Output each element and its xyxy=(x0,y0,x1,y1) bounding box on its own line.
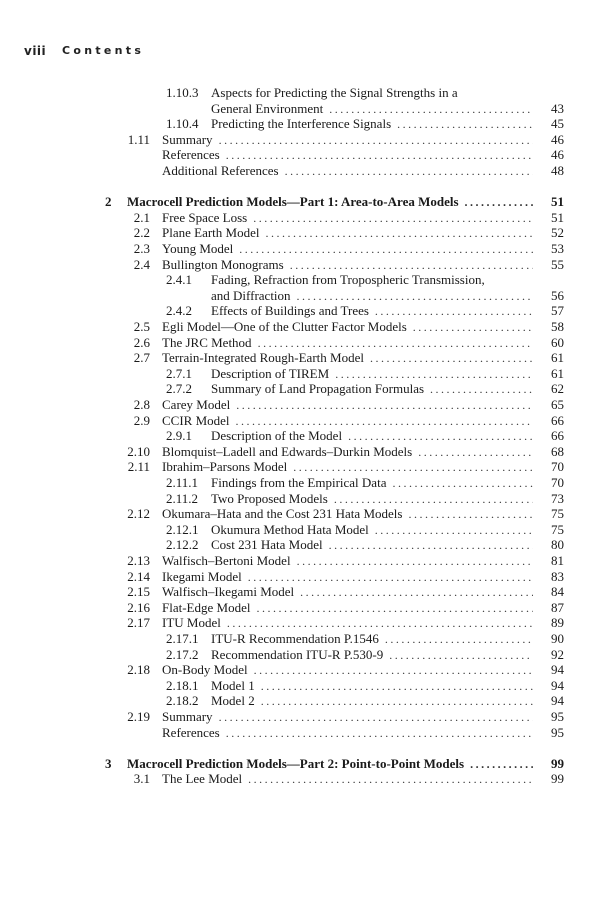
toc-entry-number: 2.4.2 xyxy=(166,303,192,319)
dot-leader xyxy=(256,601,533,617)
toc-entry xyxy=(0,709,613,725)
toc-entry-number: 2.5 xyxy=(133,319,150,334)
toc-entry xyxy=(0,662,613,678)
dot-leader xyxy=(290,258,533,274)
toc-entry-title: Model 2 xyxy=(211,693,255,709)
toc-entry-number: 2 xyxy=(105,194,112,210)
toc-entry-title: ITU-R Recommendation P.1546 xyxy=(211,631,379,646)
toc-entry-page: 45 xyxy=(551,116,564,132)
toc-entry-number: 1.11 xyxy=(127,131,150,147)
toc-entry xyxy=(0,335,613,351)
toc-entry-page: 61 xyxy=(551,365,564,381)
toc-entry xyxy=(0,600,613,616)
dot-leader xyxy=(335,367,533,383)
toc-entry-title: References xyxy=(162,724,220,740)
toc-entry-title: Blomquist–Ladell and Edwards–Durkin Models xyxy=(162,443,413,459)
toc-entry-title: Description of the Model xyxy=(211,428,343,444)
toc-entry xyxy=(0,288,613,304)
dot-leader xyxy=(470,757,533,773)
dot-leader xyxy=(389,648,533,664)
toc-entry-number: 2.1 xyxy=(133,209,150,225)
toc-entry-title: Plane Earth Model xyxy=(162,225,260,241)
dot-leader xyxy=(226,726,533,742)
toc-entry-title: Two Proposed Models xyxy=(211,490,328,506)
toc-entry-number: 2.2 xyxy=(133,225,150,241)
toc-entry-page: 99 xyxy=(551,755,564,771)
toc-entry-title: Egli Model—One of the Clutter Factor Models xyxy=(162,319,407,334)
toc-entry-title: Summary xyxy=(162,131,213,147)
toc-entry xyxy=(0,413,613,429)
page-number: viii xyxy=(24,44,47,58)
toc-entry-page: 94 xyxy=(551,662,564,678)
dot-leader xyxy=(285,164,533,180)
dot-leader xyxy=(226,148,533,164)
toc-entry xyxy=(0,491,613,507)
toc-entry xyxy=(0,537,613,553)
toc-entry-page: 89 xyxy=(551,615,564,631)
toc-entry-page: 66 xyxy=(551,428,564,444)
toc-entry-page: 57 xyxy=(551,303,564,319)
toc-entry xyxy=(0,506,613,522)
toc-entry-page: 66 xyxy=(551,412,564,428)
dot-leader xyxy=(227,616,533,632)
toc-entry-number: 2.12.2 xyxy=(166,537,199,553)
toc-entry xyxy=(0,225,613,241)
dot-leader xyxy=(465,195,533,211)
dot-leader xyxy=(297,289,533,305)
toc-entry-number: 2.12 xyxy=(127,506,150,522)
toc-entry-page: 70 xyxy=(551,475,564,490)
toc-entry-page: 80 xyxy=(551,537,564,553)
dot-leader xyxy=(375,523,533,539)
toc-entry-page: 94 xyxy=(551,693,564,709)
toc-entry-page: 56 xyxy=(551,287,564,303)
toc-entry-number: 2.18 xyxy=(127,662,150,678)
toc-entry-page: 75 xyxy=(551,506,564,522)
toc-entry-page: 70 xyxy=(551,459,564,475)
toc-entry-title: Summary of Land Propagation Formulas xyxy=(211,381,425,397)
toc-entry-title: Bullington Monograms xyxy=(162,256,284,272)
toc-entry-title: Free Space Loss xyxy=(162,209,248,225)
toc-entry-title: Okumura Method Hata Model xyxy=(211,521,369,537)
toc-entry-page: 52 xyxy=(551,225,564,241)
toc-entry-number: 2.6 xyxy=(133,334,150,350)
toc-entry-number: 2.18.1 xyxy=(166,677,199,693)
toc-entry-page: 73 xyxy=(551,490,564,506)
dot-leader xyxy=(375,304,533,320)
toc-entry-page: 95 xyxy=(551,724,564,740)
toc-entry xyxy=(0,210,613,226)
toc-entry-title: Carey Model xyxy=(162,397,231,412)
dot-leader xyxy=(418,445,533,461)
toc-entry xyxy=(0,647,613,663)
toc-entry-title: Model 1 xyxy=(211,677,255,693)
toc-entry-title: Walfisch–Bertoni Model xyxy=(162,553,291,568)
toc-entry xyxy=(0,194,613,210)
dot-leader xyxy=(408,507,533,523)
toc-entry xyxy=(0,272,613,288)
toc-entry-title: Additional References xyxy=(162,163,279,178)
dot-leader xyxy=(385,632,533,648)
toc-entry-number: 2.14 xyxy=(127,568,150,584)
toc-entry-title: Walfisch–Ikegami Model xyxy=(162,584,295,600)
toc-entry-number: 2.10 xyxy=(127,443,150,459)
toc-entry-page: 46 xyxy=(551,147,564,163)
toc-entry-page: 55 xyxy=(551,256,564,272)
toc-entry-title: The Lee Model xyxy=(162,771,243,787)
toc-entry-title: Effects of Buildings and Trees xyxy=(211,303,369,319)
toc-entry xyxy=(0,319,613,335)
toc-entry-number: 2.11.1 xyxy=(166,475,199,490)
toc-entry-number: 3 xyxy=(105,755,112,771)
toc-entry xyxy=(0,678,613,694)
dot-leader xyxy=(334,492,533,508)
dot-leader xyxy=(392,476,533,492)
dot-leader xyxy=(219,710,533,726)
toc-entry xyxy=(0,771,613,787)
dot-leader xyxy=(300,585,533,601)
toc-entry xyxy=(0,116,613,132)
dot-leader xyxy=(261,679,533,695)
toc-entry xyxy=(0,631,613,647)
toc-entry-page: 46 xyxy=(551,131,564,147)
toc-entry-title: Aspects for Predicting the Signal Strengths in a xyxy=(211,85,458,100)
toc-entry-number: 2.12.1 xyxy=(166,521,199,537)
toc-entry-title: ITU Model xyxy=(162,615,221,631)
toc-entry-title: Recommendation ITU-R P.530-9 xyxy=(211,646,384,662)
toc-entry-title: Findings from the Empirical Data xyxy=(211,475,387,490)
toc-entry-number: 2.11.2 xyxy=(166,490,199,506)
toc-entry-number: 2.19 xyxy=(127,709,150,724)
dot-leader xyxy=(430,382,533,398)
toc-entry-title: On-Body Model xyxy=(162,662,248,678)
toc-entry-title: Flat-Edge Model xyxy=(162,599,251,615)
toc-entry xyxy=(0,693,613,709)
toc-entry xyxy=(0,725,613,741)
dot-leader xyxy=(253,211,533,227)
toc-entry xyxy=(0,366,613,382)
toc-entry xyxy=(0,615,613,631)
toc-entry-page: 81 xyxy=(551,553,564,568)
toc-entry-page: 53 xyxy=(551,241,564,256)
toc-entry-title: Description of TIREM xyxy=(211,365,330,381)
dot-leader xyxy=(219,133,533,149)
toc-entry-number: 2.8 xyxy=(133,397,150,412)
toc-entry xyxy=(0,756,613,772)
dot-leader xyxy=(397,117,533,133)
dot-leader xyxy=(413,320,533,336)
toc-entry xyxy=(0,163,613,179)
toc-entry-title: The JRC Method xyxy=(162,334,252,350)
toc-entry-title: Macrocell Prediction Models—Part 2: Point-to-Point Models xyxy=(127,755,465,771)
toc-entry-number: 1.10.4 xyxy=(166,116,199,132)
dot-leader xyxy=(239,242,533,258)
toc-entry xyxy=(0,350,613,366)
toc-entry-title: References xyxy=(162,147,220,163)
toc-entry xyxy=(0,553,613,569)
toc-entry-number: 2.4 xyxy=(133,256,150,272)
toc-entry-page: 60 xyxy=(551,334,564,350)
dot-leader xyxy=(258,336,533,352)
toc-entry-number: 1.10.3 xyxy=(166,85,199,100)
toc-entry xyxy=(0,584,613,600)
toc-entry-number: 2.17 xyxy=(127,615,150,631)
toc-entry-page: 87 xyxy=(551,599,564,615)
toc-entry-page: 62 xyxy=(551,381,564,397)
toc-entry-number: 2.11 xyxy=(127,459,150,475)
toc-entry-number: 2.17.2 xyxy=(166,646,199,662)
toc-entry xyxy=(0,475,613,491)
toc-entry xyxy=(0,303,613,319)
toc-entry xyxy=(0,444,613,460)
toc-entry xyxy=(0,147,613,163)
toc-entry-title: Predicting the Interference Signals xyxy=(211,116,392,132)
dot-leader xyxy=(348,429,533,445)
toc-entry-title: Summary xyxy=(162,709,213,724)
dot-leader xyxy=(329,538,533,554)
toc-entry-number: 2.9 xyxy=(133,412,150,428)
dot-leader xyxy=(248,772,533,788)
toc-entry-title: Fading, Refraction from Tropospheric Transmission, xyxy=(211,272,485,288)
dot-leader xyxy=(370,351,533,367)
toc-entry-page: 48 xyxy=(551,163,564,178)
dot-leader xyxy=(248,570,533,586)
toc-entry-title: CCIR Model xyxy=(162,412,230,428)
dot-leader xyxy=(293,460,533,476)
toc-entry-number: 2.7.1 xyxy=(166,365,192,381)
toc-entry-page: 61 xyxy=(551,350,564,366)
toc-entry-number: 2.4.1 xyxy=(166,272,192,288)
toc-entry-title: and Diffraction xyxy=(211,287,291,303)
dot-leader xyxy=(236,414,533,430)
toc-entry xyxy=(0,569,613,585)
toc-entry xyxy=(0,257,613,273)
toc-entry-title: Macrocell Prediction Models—Part 1: Area-to-Area Models xyxy=(127,194,459,210)
toc-entry-page: 65 xyxy=(551,397,564,412)
toc-entry-number: 2.18.2 xyxy=(166,693,199,709)
toc-entry-page: 83 xyxy=(551,568,564,584)
toc-entry-number: 2.16 xyxy=(127,599,150,615)
toc-entry-title: General Environment xyxy=(211,100,324,116)
dot-leader xyxy=(329,102,533,118)
toc-entry-title: Cost 231 Hata Model xyxy=(211,537,323,553)
toc-entry-page: 68 xyxy=(551,443,564,459)
dot-leader xyxy=(254,663,533,679)
toc-entry-page: 94 xyxy=(551,677,564,693)
toc-entry-number: 2.7 xyxy=(133,350,150,366)
toc-entry-page: 75 xyxy=(551,521,564,537)
toc-entry-number: 2.7.2 xyxy=(166,381,192,397)
dot-leader xyxy=(265,226,533,242)
toc-entry-number: 2.3 xyxy=(133,241,150,256)
toc-entry-title: Okumara–Hata and the Cost 231 Hata Models xyxy=(162,506,403,522)
toc-entry-number: 3.1 xyxy=(133,771,150,787)
running-head: Contents xyxy=(62,44,145,57)
toc-entry-page: 43 xyxy=(551,100,564,116)
toc-entry-page: 92 xyxy=(551,646,564,662)
toc-entry-page: 95 xyxy=(551,709,564,724)
toc-entry-page: 84 xyxy=(551,584,564,600)
toc-entry-number: 2.9.1 xyxy=(166,428,192,444)
dot-leader xyxy=(261,694,533,710)
toc-entry-title: Ibrahim–Parsons Model xyxy=(162,459,288,475)
dot-leader xyxy=(236,398,533,414)
dot-leader xyxy=(297,554,533,570)
toc-entry-number: 2.13 xyxy=(127,553,150,568)
toc-entry xyxy=(0,101,613,117)
toc-entry xyxy=(0,381,613,397)
toc-entry-number: 2.17.1 xyxy=(166,631,199,646)
toc-entry xyxy=(0,241,613,257)
toc-entry-page: 90 xyxy=(551,631,564,646)
toc-entry-page: 58 xyxy=(551,319,564,334)
toc-entry-title: Ikegami Model xyxy=(162,568,242,584)
toc-entry xyxy=(0,397,613,413)
toc-entry xyxy=(0,85,613,101)
toc-entry xyxy=(0,459,613,475)
toc-entry xyxy=(0,428,613,444)
toc-entry-page: 51 xyxy=(551,209,564,225)
toc-entry-title: Young Model xyxy=(162,241,234,256)
toc-entry-page: 99 xyxy=(551,771,564,787)
toc-entry xyxy=(0,522,613,538)
toc-entry-number: 2.15 xyxy=(127,584,150,600)
toc-entry-page: 51 xyxy=(551,194,564,210)
toc-entry-title: Terrain-Integrated Rough-Earth Model xyxy=(162,350,364,366)
toc-entry xyxy=(0,132,613,148)
